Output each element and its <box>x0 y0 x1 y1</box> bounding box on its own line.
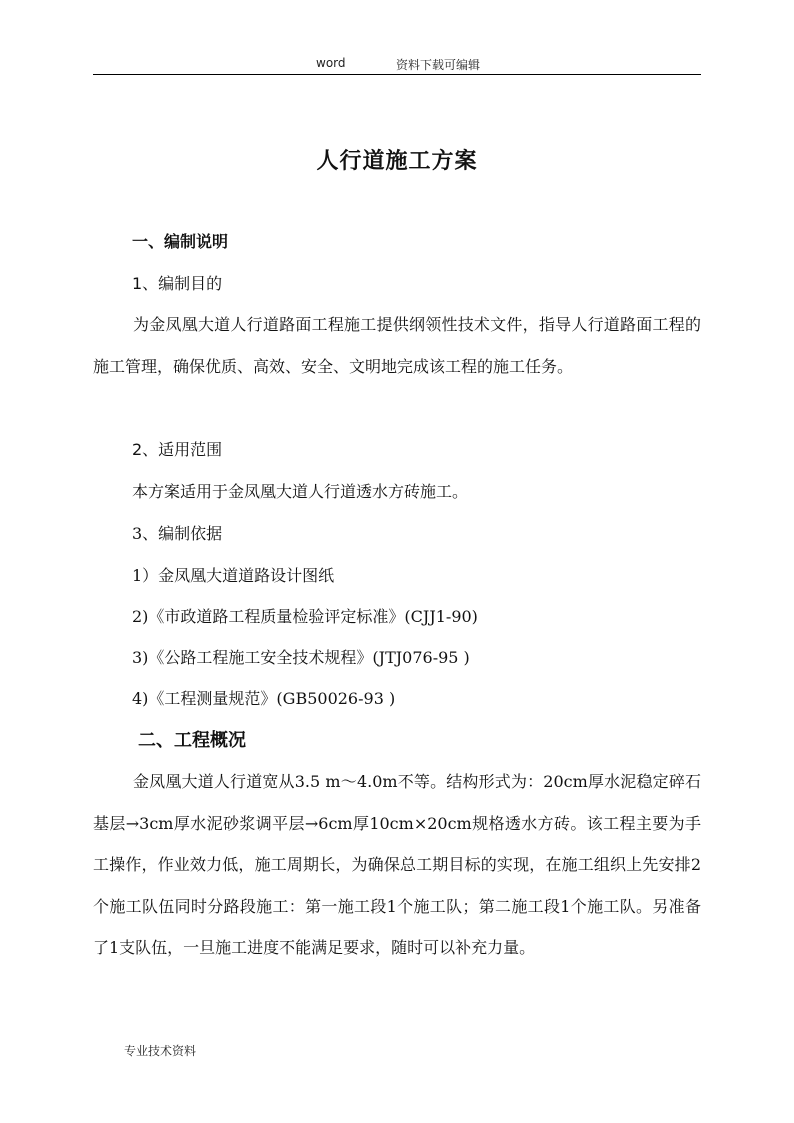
paragraph-scope: 本方案适用于金凤凰大道人行道透水方砖施工。 <box>132 482 469 501</box>
list-item: 1）金凤凰大道道路设计图纸 <box>132 566 335 585</box>
header-right-text: 资料下载可编辑 <box>396 58 481 72</box>
header-divider <box>93 74 701 75</box>
section-heading-2: 二、工程概况 <box>138 730 246 751</box>
document-title: 人行道施工方案 <box>316 148 478 174</box>
list-item: 3)《公路工程施工安全技术规程》(JTJ076-95 ) <box>132 648 470 667</box>
subsection-heading-purpose: 1、编制目的 <box>132 274 223 293</box>
subsection-heading-basis: 3、编制依据 <box>132 524 223 543</box>
list-item: 2)《市政道路工程质量检验评定标准》(CJJ1-90) <box>132 607 478 626</box>
paragraph-purpose: 为金凤凰大道人行道路面工程施工提供纲领性技术文件，指导人行道路面工程的施工管理，确保优质、高效、安全、文明地完成该工程的施工任务。 <box>93 315 701 376</box>
paragraph-overview: 金凤凰大道人行道宽从3.5 m～4.0m不等。结构形式为：20cm厚水泥稳定碎石基层→3cm厚水泥砂浆调平层→6cm厚10cm×20cm规格透水方砖。该工程主要为手工操作，作业效力低，施工周期长，为确保总工期目标的实现，在施工组织上先安排2个施工队伍同时分路段施工：第一施工段1个施工队；第二施工段1个施工队。另准备了1支队伍，一旦施工进度不能满足要求，随时可以补充力量。 <box>93 772 701 957</box>
page-header <box>0 56 794 76</box>
section-heading-1: 一、编制说明 <box>132 232 229 251</box>
page-footer: 专业技术资料 <box>124 1044 197 1058</box>
header-left-text: word <box>316 56 346 70</box>
list-item: 4)《工程测量规范》(GB50026-93 ) <box>132 689 396 708</box>
subsection-heading-scope: 2、适用范围 <box>132 440 223 459</box>
